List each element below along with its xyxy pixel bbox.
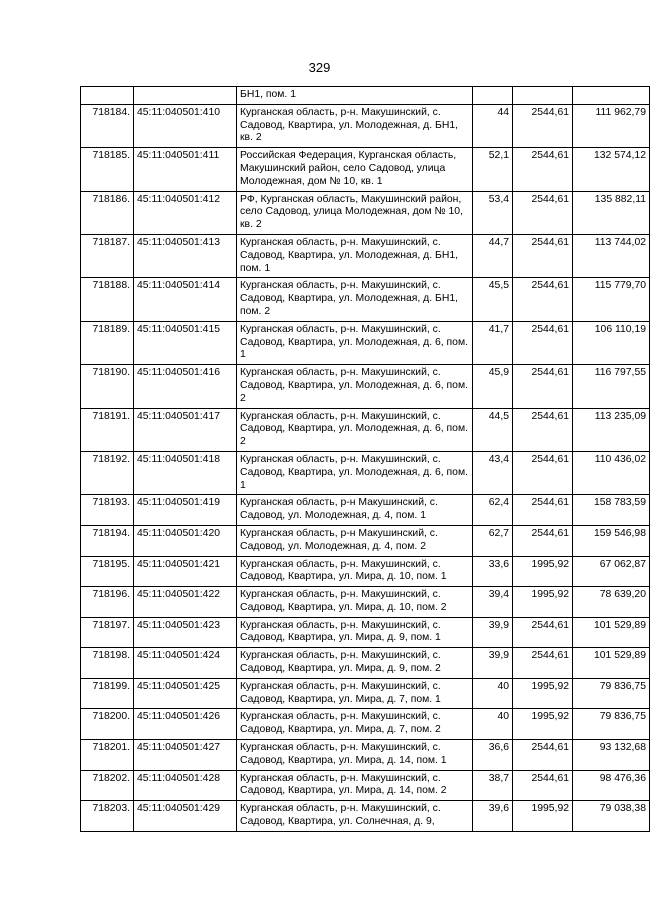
- cadastral-number-cell: 45:11:040501:426: [134, 709, 237, 740]
- rate-cell: 2544,61: [513, 740, 573, 771]
- row-number-cell: 718191.: [81, 408, 134, 451]
- rate-cell: 2544,61: [513, 191, 573, 234]
- cadastral-number-cell: [134, 87, 237, 105]
- rate-cell: 2544,61: [513, 617, 573, 648]
- table-row: [81, 740, 650, 771]
- rate-cell: 2544,61: [513, 408, 573, 451]
- cadastral-number-cell: 45:11:040501:416: [134, 365, 237, 408]
- rate-cell: 2544,61: [513, 278, 573, 321]
- cadastral-number-cell: 45:11:040501:412: [134, 191, 237, 234]
- cadastral-value-cell: 111 962,79: [573, 104, 650, 147]
- address-cell: Курганская область, р-н. Макушинский, с. Садовод, Квартира, ул. Мира, д. 7, пом. 2: [237, 709, 473, 740]
- cadastral-number-cell: 45:11:040501:422: [134, 587, 237, 618]
- area-cell: 40: [473, 709, 513, 740]
- cadastral-number-cell: 45:11:040501:410: [134, 104, 237, 147]
- table-row: [81, 709, 650, 740]
- row-number-cell: 718198.: [81, 648, 134, 679]
- area-cell: 40: [473, 678, 513, 709]
- rate-cell: [513, 87, 573, 105]
- rate-cell: 2544,61: [513, 770, 573, 801]
- address-cell: Курганская область, р-н. Макушинский, с. Садовод, Квартира, ул. Мира, д. 10, пом. 2: [237, 587, 473, 618]
- address-cell: Курганская область, р-н. Макушинский, с. Садовод, Квартира, ул. Молодежная, д. 6, пом. 1: [237, 451, 473, 494]
- row-number-cell: 718189.: [81, 321, 134, 364]
- address-cell: Курганская область, р-н. Макушинский, с. Садовод, Квартира, ул. Солнечная, д. 9,: [237, 801, 473, 832]
- cadastral-number-cell: 45:11:040501:423: [134, 617, 237, 648]
- address-cell: Курганская область, р-н Макушинский, с. Садовод, ул. Молодежная, д. 4, пом. 2: [237, 525, 473, 556]
- row-number-cell: 718199.: [81, 678, 134, 709]
- table-row: [81, 278, 650, 321]
- area-cell: 38,7: [473, 770, 513, 801]
- cadastral-value-cell: 115 779,70: [573, 278, 650, 321]
- address-cell: Курганская область, р-н. Макушинский, с. Садовод, Квартира, ул. Молодежная, д. БН1, кв. 2: [237, 104, 473, 147]
- table-row: [81, 321, 650, 364]
- area-cell: 36,6: [473, 740, 513, 771]
- address-cell: Курганская область, р-н. Макушинский, с. Садовод, Квартира, ул. Молодежная, д. 6, пом. 2: [237, 365, 473, 408]
- cadastral-value-cell: 116 797,55: [573, 365, 650, 408]
- cadastral-value-cell: 79 836,75: [573, 709, 650, 740]
- address-cell: Курганская область, р-н. Макушинский, с. Садовод, Квартира, ул. Молодежная, д. БН1, пом. 2: [237, 278, 473, 321]
- cadastral-value-cell: 113 235,09: [573, 408, 650, 451]
- table-body: [81, 87, 650, 832]
- cadastral-value-cell: 79 038,38: [573, 801, 650, 832]
- row-number-cell: 718194.: [81, 525, 134, 556]
- cadastral-value-cell: 110 436,02: [573, 451, 650, 494]
- rate-cell: 2544,61: [513, 451, 573, 494]
- rate-cell: 1995,92: [513, 801, 573, 832]
- cadastral-number-cell: 45:11:040501:419: [134, 495, 237, 526]
- cadastral-number-cell: 45:11:040501:411: [134, 148, 237, 191]
- cadastral-number-cell: 45:11:040501:418: [134, 451, 237, 494]
- address-cell: Курганская область, р-н. Макушинский, с. Садовод, Квартира, ул. Мира, д. 9, пом. 1: [237, 617, 473, 648]
- area-cell: 39,9: [473, 617, 513, 648]
- area-cell: 44: [473, 104, 513, 147]
- cadastral-number-cell: 45:11:040501:421: [134, 556, 237, 587]
- table-row: [81, 104, 650, 147]
- cadastral-number-cell: 45:11:040501:417: [134, 408, 237, 451]
- rate-cell: 2544,61: [513, 365, 573, 408]
- rate-cell: 2544,61: [513, 104, 573, 147]
- rate-cell: 2544,61: [513, 234, 573, 277]
- row-number-cell: 718193.: [81, 495, 134, 526]
- area-cell: 39,6: [473, 801, 513, 832]
- table-row: [81, 617, 650, 648]
- area-cell: 39,9: [473, 648, 513, 679]
- cadastral-value-cell: 93 132,68: [573, 740, 650, 771]
- rate-cell: 2544,61: [513, 495, 573, 526]
- row-number-cell: 718190.: [81, 365, 134, 408]
- table-row: [81, 525, 650, 556]
- rate-cell: 1995,92: [513, 587, 573, 618]
- area-cell: 44,7: [473, 234, 513, 277]
- table-row: [81, 556, 650, 587]
- cadastral-number-cell: 45:11:040501:420: [134, 525, 237, 556]
- cadastral-value-cell: 101 529,89: [573, 617, 650, 648]
- row-number-cell: 718184.: [81, 104, 134, 147]
- cadastral-number-cell: 45:11:040501:414: [134, 278, 237, 321]
- table-row: [81, 365, 650, 408]
- cadastral-value-cell: [573, 87, 650, 105]
- cadastral-number-cell: 45:11:040501:427: [134, 740, 237, 771]
- cadastral-value-cell: 78 639,20: [573, 587, 650, 618]
- area-cell: 62,4: [473, 495, 513, 526]
- address-cell: Курганская область, р-н Макушинский, с. Садовод, ул. Молодежная, д. 4, пом. 1: [237, 495, 473, 526]
- table-row: [81, 451, 650, 494]
- rate-cell: 2544,61: [513, 148, 573, 191]
- table-row: [81, 801, 650, 832]
- address-cell: Курганская область, р-н. Макушинский, с. Садовод, Квартира, ул. Мира, д. 10, пом. 1: [237, 556, 473, 587]
- table-row: [81, 648, 650, 679]
- row-number-cell: 718195.: [81, 556, 134, 587]
- address-cell: Курганская область, р-н. Макушинский, с. Садовод, Квартира, ул. Мира, д. 9, пом. 2: [237, 648, 473, 679]
- row-number-cell: 718202.: [81, 770, 134, 801]
- address-cell: Курганская область, р-н. Макушинский, с. Садовод, Квартира, ул. Молодежная, д. 6, пом. 1: [237, 321, 473, 364]
- row-number-cell: 718196.: [81, 587, 134, 618]
- cadastral-value-cell: 106 110,19: [573, 321, 650, 364]
- rate-cell: 1995,92: [513, 556, 573, 587]
- cadastral-value-cell: 113 744,02: [573, 234, 650, 277]
- area-cell: 45,5: [473, 278, 513, 321]
- cadastral-value-cell: 79 836,75: [573, 678, 650, 709]
- table-row: [81, 234, 650, 277]
- cadastral-value-cell: 158 783,59: [573, 495, 650, 526]
- cadastral-value-cell: 67 062,87: [573, 556, 650, 587]
- area-cell: 45,9: [473, 365, 513, 408]
- address-cell: Курганская область, р-н. Макушинский, с. Садовод, Квартира, ул. Молодежная, д. БН1, пом. 1: [237, 234, 473, 277]
- area-cell: 53,4: [473, 191, 513, 234]
- cadastral-value-table: [80, 86, 650, 832]
- cadastral-value-cell: 101 529,89: [573, 648, 650, 679]
- area-cell: 33,6: [473, 556, 513, 587]
- area-cell: [473, 87, 513, 105]
- cadastral-value-cell: 132 574,12: [573, 148, 650, 191]
- rate-cell: 1995,92: [513, 678, 573, 709]
- cadastral-value-cell: 159 546,98: [573, 525, 650, 556]
- table-row: [81, 87, 650, 105]
- cadastral-number-cell: 45:11:040501:428: [134, 770, 237, 801]
- table-row: [81, 770, 650, 801]
- address-cell: РФ, Курганская область, Макушинский район, село Садовод, улица Молодежная, дом № 10, кв. 2: [237, 191, 473, 234]
- rate-cell: 2544,61: [513, 648, 573, 679]
- address-cell: Курганская область, р-н. Макушинский, с. Садовод, Квартира, ул. Мира, д. 14, пом. 1: [237, 740, 473, 771]
- area-cell: 44,5: [473, 408, 513, 451]
- address-cell: Курганская область, р-н. Макушинский, с. Садовод, Квартира, ул. Молодежная, д. 6, пом. 2: [237, 408, 473, 451]
- row-number-cell: 718201.: [81, 740, 134, 771]
- cadastral-value-cell: 98 476,36: [573, 770, 650, 801]
- rate-cell: 1995,92: [513, 709, 573, 740]
- table-row: [81, 587, 650, 618]
- area-cell: 41,7: [473, 321, 513, 364]
- cadastral-number-cell: 45:11:040501:429: [134, 801, 237, 832]
- address-cell: БН1, пом. 1: [237, 87, 473, 105]
- cadastral-number-cell: 45:11:040501:415: [134, 321, 237, 364]
- row-number-cell: 718186.: [81, 191, 134, 234]
- page-number: 329: [308, 60, 331, 75]
- table-row: [81, 678, 650, 709]
- table-row: [81, 191, 650, 234]
- cadastral-number-cell: 45:11:040501:413: [134, 234, 237, 277]
- table-row: [81, 148, 650, 191]
- area-cell: 43,4: [473, 451, 513, 494]
- row-number-cell: 718192.: [81, 451, 134, 494]
- cadastral-number-cell: 45:11:040501:425: [134, 678, 237, 709]
- row-number-cell: 718185.: [81, 148, 134, 191]
- row-number-cell: 718203.: [81, 801, 134, 832]
- row-number-cell: 718197.: [81, 617, 134, 648]
- area-cell: 52,1: [473, 148, 513, 191]
- address-cell: Российская Федерация, Курганская область, Макушинский район, село Садовод, улица Молодежная, дом № 10, кв. 1: [237, 148, 473, 191]
- area-cell: 62,7: [473, 525, 513, 556]
- row-number-cell: 718200.: [81, 709, 134, 740]
- row-number-cell: 718188.: [81, 278, 134, 321]
- rate-cell: 2544,61: [513, 321, 573, 364]
- table-row: [81, 408, 650, 451]
- address-cell: Курганская область, р-н. Макушинский, с. Садовод, Квартира, ул. Мира, д. 14, пом. 2: [237, 770, 473, 801]
- row-number-cell: [81, 87, 134, 105]
- table-row: [81, 495, 650, 526]
- address-cell: Курганская область, р-н. Макушинский, с. Садовод, Квартира, ул. Мира, д. 7, пом. 1: [237, 678, 473, 709]
- row-number-cell: 718187.: [81, 234, 134, 277]
- rate-cell: 2544,61: [513, 525, 573, 556]
- cadastral-number-cell: 45:11:040501:424: [134, 648, 237, 679]
- cadastral-value-cell: 135 882,11: [573, 191, 650, 234]
- area-cell: 39,4: [473, 587, 513, 618]
